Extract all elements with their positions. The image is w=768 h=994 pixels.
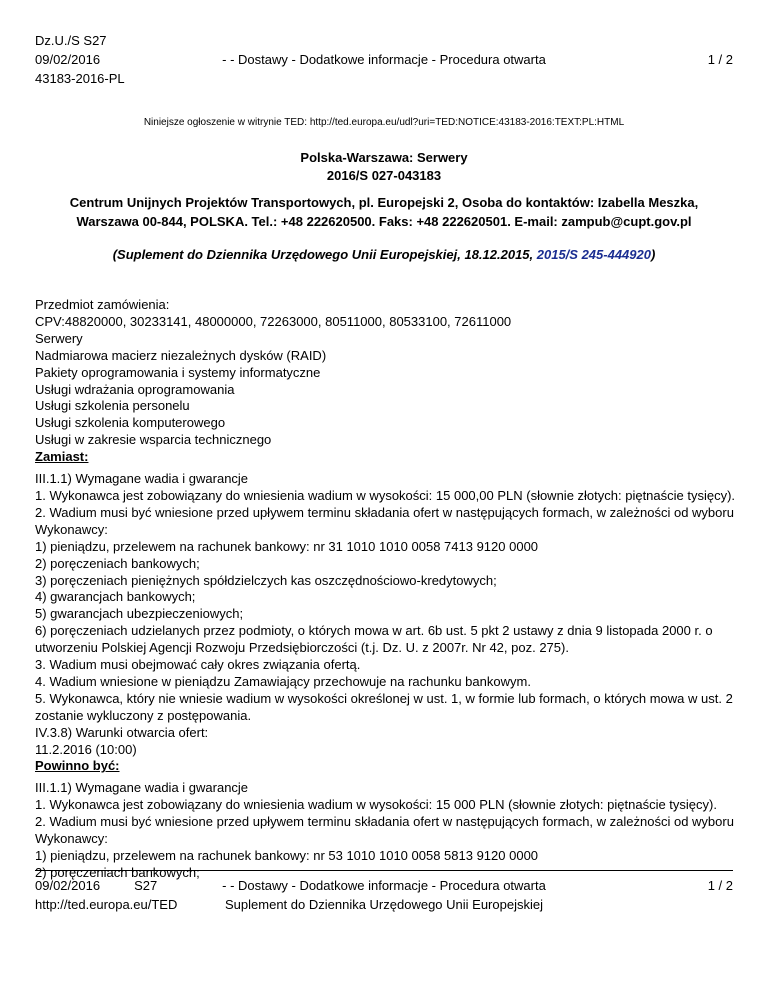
instead-line: 3) poręczeniach pieniężnych spółdzielczych kas oszczędnościowo-kredytowych;: [35, 572, 497, 588]
instead-line: 3. Wadium musi obejmować cały okres związania ofertą.: [35, 657, 361, 673]
should-be-heading: Powinno być:: [35, 758, 120, 774]
footer-category: - - Dostawy - Dodatkowe informacje - Procedura otwarta: [222, 878, 546, 893]
cpv-description: Nadmiarowa macierz niezależnych dysków (RAID): [35, 347, 327, 363]
instead-line: 4) gwarancjach bankowych;: [35, 589, 196, 605]
instead-heading: Zamiast:: [35, 449, 89, 465]
footer-page-number: 1 / 2: [707, 878, 733, 893]
footer-center-block: [0, 876, 768, 914]
instead-line: 11.2.2016 (10:00): [35, 741, 137, 757]
contact-block: [40, 193, 728, 231]
header-notice-number: 43183-2016-PL: [35, 71, 125, 86]
title-location: Polska-Warszawa: Serwery: [300, 150, 468, 165]
instead-line: 5. Wykonawca, który nie wniesie wadium w wysokości określonej w ust. 1, w formie lub formach, o których mowa w ust. 2 zostanie wykluczony z postępowania.: [35, 690, 733, 723]
footer-date: 09/02/2016: [35, 878, 101, 893]
cpv-description: Usługi szkolenia personelu: [35, 398, 190, 414]
contact-line-1: Centrum Unijnych Projektów Transportowych, pl. Europejski 2, Osoba do kontaktów: Izabella Meszka,: [69, 195, 699, 210]
title-notice-id: 2016/S 027-043183: [326, 168, 442, 183]
footer-url[interactable]: http://ted.europa.eu/TED: [35, 897, 178, 912]
footer-code: S27: [134, 878, 158, 893]
should-be-line: 1. Wykonawca jest zobowiązany do wniesienia wadium w wysokości: 15 000 PLN (słownie złotych: piętnaście tysięcy).: [35, 797, 717, 813]
supplement-ref-link[interactable]: 2015/S 245-444920: [536, 247, 651, 262]
cpv-description: Usługi szkolenia komputerowego: [35, 415, 226, 431]
instead-line: IV.3.8) Warunki otwarcia ofert:: [35, 724, 209, 740]
should-be-line: 2. Wadium musi być wniesione przed upływem terminu składania ofert w następujących formach, w zależności od wyboru Wykonawcy:: [35, 814, 734, 847]
cpv-codes: CPV:48820000, 30233141, 48000000, 72263000, 80511000, 80533100, 72611000: [35, 313, 512, 329]
footer-supplement: Suplement do Dziennika Urzędowego Unii Europejskiej: [225, 897, 543, 912]
header-page-number: 1 / 2: [707, 52, 733, 67]
footer-divider: [35, 870, 733, 871]
header-category: - - Dostawy - Dodatkowe informacje - Procedura otwarta: [222, 52, 546, 67]
instead-line: 5) gwarancjach ubezpieczeniowych;: [35, 606, 244, 622]
instead-line: 4. Wadium wniesione w pieniądzu Zamawiający przechowuje na rachunku bankowym.: [35, 673, 531, 689]
supplement-reference: [0, 247, 768, 262]
instead-line: 6) poręczeniach udzielanych przez podmioty, o których mowa w art. 6b ust. 5 pkt 2 ustawy z dnia 9 listopada 2000 r. o utworzeniu Polskiej Agencji Rozwoju Przedsiębiorczości (t.j. Dz. U. z 2007r. Nr 42, poz. 275).: [35, 623, 713, 656]
header-date: 09/02/2016: [35, 52, 101, 67]
subject-label: Przedmiot zamówienia:: [35, 297, 170, 312]
should-be-line: III.1.1) Wymagane wadia i gwarancje: [35, 780, 249, 796]
supplement-suffix: ): [650, 247, 656, 262]
cpv-description: Pakiety oprogramowania i systemy informatyczne: [35, 364, 321, 380]
instead-line: 1) pieniądzu, przelewem na rachunek bankowy: nr 31 1010 1010 0058 7413 9120 0000: [35, 538, 539, 554]
header-journal-ref: Dz.U./S S27: [35, 33, 107, 48]
supplement-prefix: (Suplement do Dziennika Urzędowego Unii Europejskiej, 18.12.2015,: [112, 247, 537, 262]
instead-line: III.1.1) Wymagane wadia i gwarancje: [35, 471, 249, 487]
should-be-line: 2) poręczeniach bankowych;: [35, 864, 200, 880]
notice-body: [35, 297, 735, 882]
ted-notice-link[interactable]: Niniejsze ogłoszenie w witrynie TED: http://ted.europa.eu/udl?uri=TED:NOTICE:43183-2016:TEXT:PL:HTML: [143, 117, 625, 128]
contact-line-2: Warszawa 00-844, POLSKA. Tel.: +48 222620500. Faks: +48 222620501. E-mail: zampub@cupt.gov.pl: [76, 214, 692, 229]
should-be-line: 1) pieniądzu, przelewem na rachunek bankowy: nr 53 1010 1010 0058 5813 9120 0000: [35, 848, 539, 863]
document-title: [0, 149, 768, 185]
cpv-description: Serwery: [35, 330, 83, 346]
cpv-description: Usługi w zakresie wsparcia technicznego: [35, 432, 272, 448]
cpv-description: Usługi wdrażania oprogramowania: [35, 381, 235, 397]
instead-line: 2. Wadium musi być wniesione przed upływem terminu składania ofert w następujących formach, w zależności od wyboru Wykonawcy:: [35, 504, 734, 537]
instead-line: 2) poręczeniach bankowych;: [35, 555, 200, 571]
instead-line: 1. Wykonawca jest zobowiązany do wniesienia wadium w wysokości: 15 000,00 PLN (słownie złotych: piętnaście tysięcy).: [35, 487, 736, 503]
